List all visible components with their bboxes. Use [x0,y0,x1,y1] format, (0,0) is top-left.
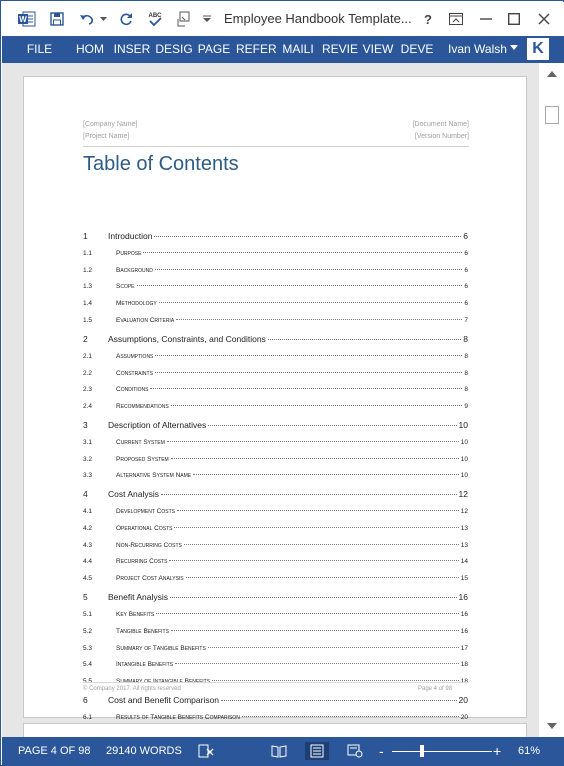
toc-entry-number: 3 [83,419,88,430]
toc-subentry[interactable] [83,403,468,410]
toc-entry-label: Summary of Intangible Benefits [116,677,211,685]
user-name[interactable]: Ivan Walsh [448,42,507,56]
toc-entry-label: Recurring Costs [116,558,168,566]
status-bar [2,737,564,766]
toc-entry-label: Project Cost Analysis [116,575,184,583]
toc-entry-label: Tangible Benefits [116,627,169,635]
toc-entry-page: 8 [464,352,468,360]
toc-entry-page: 16 [460,627,468,635]
zoom-slider[interactable] [392,751,492,752]
toc-entry-number: 3.3 [83,472,93,480]
toc-entry[interactable] [83,489,468,499]
zoom-level[interactable]: 61% [518,745,541,757]
web-layout-icon[interactable] [345,742,365,760]
scroll-down-arrow-icon[interactable] [547,723,557,729]
toc-leader-dots [155,372,462,373]
toc-entry-label: Alternative System Name [116,472,192,480]
scrollbar-thumb[interactable] [545,106,559,124]
toc-entry-number: 1.5 [83,316,93,324]
toc-entry-label: Results of Tangible Benefits Comparison [116,713,240,721]
ribbon-display-options-button[interactable] [442,2,470,36]
svg-text:W: W [19,15,27,24]
toc-entry-number: 5.5 [83,677,93,685]
toc-entry-label: Conditions [116,386,149,394]
maximize-button[interactable] [500,2,528,36]
toc-subentry[interactable] [83,439,468,446]
toc-entry-label: Purpose [116,250,142,257]
toc-entry-page: 9 [464,402,468,410]
toc-subentry[interactable] [83,300,468,307]
toc-subentry[interactable] [83,542,468,549]
toc-entry-page: 6 [464,300,468,308]
header-document-name: [Document Name] [412,121,469,128]
tab-mailings[interactable]: MAILI [282,42,314,56]
close-button[interactable] [530,2,558,36]
toc-subentry[interactable] [83,645,468,652]
tab-insert[interactable]: INSER [113,42,151,56]
save-icon[interactable] [46,2,68,36]
toc-leader-dots [170,597,457,598]
toc-entry-number: 4.5 [83,575,93,583]
toc-entry-page: 13 [460,541,468,549]
toc-subentry[interactable] [83,661,468,668]
toc-leader-dots [175,663,459,664]
toc-entry-page: 6 [463,231,468,241]
toc-entry-number: 2.3 [83,386,93,394]
toc-entry-page: 10 [458,419,468,430]
toc-leader-dots [159,302,463,303]
toc-entry-page: 12 [460,508,468,516]
toc-entry-number: 2 [83,333,88,344]
toc-entry-page: 16 [460,611,468,619]
help-button[interactable]: ? [424,11,432,27]
toc-entry-page: 8 [464,369,468,377]
toc-entry-label: Summary of Tangible Benefits [116,644,206,652]
toc-leader-dots [208,425,456,426]
toc-entry-label: Intangible Benefits [116,661,174,669]
toc-entry-number: 6.1 [83,713,93,721]
header-version-number: [Version Number] [414,133,469,140]
toc-subentry[interactable] [83,283,468,290]
toc-subentry[interactable] [83,575,468,582]
toc-entry-page: 20 [460,713,468,721]
tab-developer[interactable]: DEVE [400,42,434,56]
toc-entry-label: Development Costs [116,508,175,516]
customize-toolbar-icon[interactable] [201,2,213,36]
toc-entry[interactable] [83,334,468,344]
toc-leader-dots [221,700,457,701]
toc-entry-number: 5.3 [83,644,93,652]
toc-leader-dots [171,458,459,459]
toc-entry-label: Scope [116,283,135,291]
toc-leader-dots [186,577,459,578]
toc-subentry[interactable] [83,353,468,360]
toc-leader-dots [242,716,459,717]
scroll-up-arrow-icon[interactable] [547,71,557,77]
toc-leader-dots [155,355,462,356]
toc-leader-dots [176,319,462,320]
toc-entry[interactable] [83,592,468,602]
toc-entry-page: 8 [464,386,468,394]
toc-entry-label: Recommendations [116,402,169,410]
word-logo-icon[interactable] [16,2,38,36]
toc-entry-label: Current System [116,438,165,446]
toc-leader-dots [193,474,459,475]
toc-entry-page: 10 [460,472,468,480]
toc-subentry[interactable] [83,628,468,635]
toc-subentry[interactable] [83,558,468,565]
toc-subentry[interactable] [83,370,468,377]
toc-entry-label: Description of Alternatives [108,419,207,430]
toc-leader-dots [155,269,463,270]
toc-entry[interactable] [83,420,468,430]
toc-entry-label: Introduction [108,231,153,241]
toc-entry-page: 18 [460,661,468,669]
redo-icon[interactable] [116,2,136,36]
document-page[interactable] [23,76,527,721]
toc-subentry[interactable] [83,456,468,463]
toc-entry-number: 1.4 [83,300,93,308]
toc-entry-page: 15 [460,575,468,583]
tab-view[interactable]: VIEW [362,42,394,56]
toc-leader-dots [171,630,459,631]
toc-entry-label: Operational Costs [116,525,173,532]
toc-entry-page: 10 [460,455,468,463]
avatar[interactable]: K [527,38,549,60]
tab-home[interactable]: HOM [76,42,104,56]
footer-page-number: Page 4 of 98 [418,686,453,692]
word-count[interactable]: 29140 WORDS [106,745,182,757]
toc-leader-dots [212,680,459,681]
toc-leader-dots [177,510,459,511]
toc-leader-dots [268,339,461,340]
toc-entry-page: 14 [460,558,468,566]
toc-entry-label: Constraints [116,369,153,377]
toc-subentry[interactable] [83,611,468,618]
toc-entry-label: Methodology [116,300,157,308]
toc-leader-dots [161,494,457,495]
toc-entry-number: 5 [83,592,88,603]
toc-entry-page: 20 [458,694,468,705]
toc-leader-dots [150,388,462,389]
toc-subentry[interactable] [83,714,468,721]
toc-entry-page: 17 [460,644,468,652]
header-divider [83,146,469,147]
document-area [2,63,538,737]
toc-heading: Table of Contents [83,153,239,175]
toc-entry-label: Cost and Benefit Comparison [108,694,220,705]
vertical-scrollbar[interactable] [538,63,564,737]
toc-entry-number: 4.2 [83,525,93,532]
toc-entry-number: 4 [83,489,88,500]
ribbon-tabs [2,36,564,63]
toc-subentry[interactable] [83,386,468,393]
toc-subentry[interactable] [83,472,468,479]
toc-subentry[interactable] [83,317,468,324]
toc-entry-number: 4.3 [83,541,93,549]
toc-subentry[interactable] [83,250,468,257]
toc-entry-label: Non-Recurring Costs [116,541,182,549]
tab-review[interactable]: REVIE [321,42,358,56]
page-count[interactable]: PAGE 4 OF 98 [18,745,91,757]
toc-entry-page: 7 [464,316,468,324]
toc-subentry[interactable] [83,525,468,532]
proofing-icon[interactable] [196,742,216,760]
toc-leader-dots [156,613,459,614]
footer-copyright: © Company 2017. All rights reserved [83,686,181,692]
toc-entry[interactable] [83,231,468,241]
toc-entry-number: 1 [83,231,88,241]
toc-entry-number: 4.1 [83,508,93,516]
toc-entry-number: 5.4 [83,661,93,669]
toc-entry-number: 6 [83,694,88,705]
toc-entry-page: 18 [460,677,468,685]
toc-entry-label: Proposed System [116,455,169,463]
toc-entry-page: 10 [460,438,468,446]
toc-leader-dots [137,285,463,286]
toc-subentry[interactable] [83,508,468,515]
spelling-check-icon[interactable] [144,2,166,36]
toc-entry-page: 6 [464,283,468,291]
user-menu-chevron-down-icon[interactable] [510,45,518,50]
toc-leader-dots [169,560,458,561]
toc-leader-dots [154,236,461,237]
toc-leader-dots [208,647,459,648]
toc-leader-dots [174,527,458,528]
toc-entry-number: 3.1 [83,438,93,446]
toc-entry-number: 3.2 [83,455,93,463]
toc-entry-number: 1.3 [83,283,93,291]
toc-subentry[interactable] [83,267,468,274]
undo-icon[interactable] [76,2,98,36]
header-company-name: [Company Name] [83,121,138,128]
tab-page-layout[interactable]: PAGE [197,42,231,56]
toc-entry-number: 1.2 [83,266,93,274]
toc-entry-label: Key Benefits [116,611,155,619]
zoom-out-button[interactable]: - [379,743,384,759]
toc-leader-dots [167,441,459,442]
touch-mode-icon[interactable] [172,2,194,36]
toc-entry-page: 16 [458,592,468,603]
tab-design[interactable]: DESIG [155,42,193,56]
toc-entry-label: Evaluation Criteria [116,316,175,324]
toc-entry-label: Background [116,266,153,274]
toc-entry-label: Benefit Analysis [108,592,169,603]
header-project-name: [Project Name] [83,133,130,140]
toc-entry-label: Cost Analysis [108,489,160,500]
toc-entry-number: 5.2 [83,627,93,635]
next-page [23,723,527,737]
toc-entry[interactable] [83,695,468,705]
toc-entry-number: 1.1 [83,250,93,257]
window-title: Employee Handbook Template... [224,11,412,26]
toc-entry-number: 2.2 [83,369,93,377]
toc-entry-label: Assumptions [116,352,154,360]
toc-entry-number: 5.1 [83,611,93,619]
toc-entry-label: Assumptions, Constraints, and Conditions [108,333,266,344]
footer-divider [83,682,469,683]
toc-leader-dots [184,544,459,545]
undo-dropdown-icon[interactable] [98,2,108,36]
tab-file[interactable]: FILE [12,36,67,63]
toc-entry-page: 13 [460,525,468,532]
toc-entry-page: 12 [458,489,468,500]
toc-entry-page: 6 [464,266,468,274]
minimize-button[interactable] [472,2,500,36]
toc-entry-number: 2.4 [83,402,93,410]
zoom-in-button[interactable]: + [493,743,502,759]
title-bar [2,2,564,36]
toc-leader-dots [143,252,462,253]
toc-entry-number: 4.4 [83,558,93,566]
svg-text:ABC: ABC [148,13,162,19]
tab-references[interactable]: REFER [236,42,277,56]
zoom-slider-thumb[interactable] [420,745,424,757]
print-layout-icon[interactable] [305,742,329,760]
toc-entry-number: 2.1 [83,352,93,360]
toc-entry-page: 6 [464,250,468,257]
toc-entry-page: 8 [463,333,468,344]
read-mode-icon[interactable] [269,742,289,760]
toc-leader-dots [171,405,463,406]
